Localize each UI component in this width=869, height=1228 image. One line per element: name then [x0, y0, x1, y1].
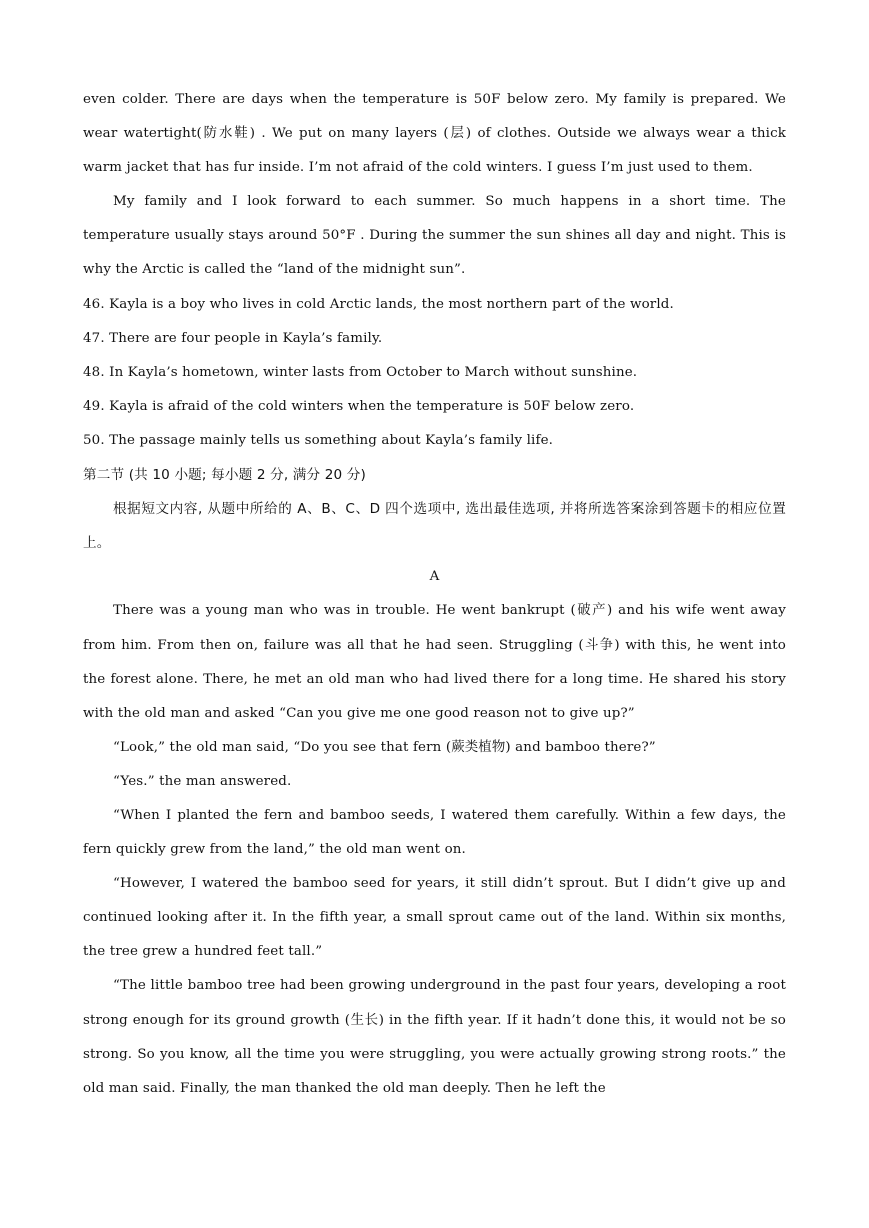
passage-a-paragraph-5: “However, I watered the bamboo seed for years, it still didn’t sprout. But I didn’t give up and continued looking after it. In the fifth year, a small sprout came out of the land. Within six months, the tree grew a hundred feet tall.”	[83, 876, 786, 960]
passage-a-paragraph-3: “Yes.” the man answered.	[113, 773, 292, 789]
statement-46: 46. Kayla is a boy who lives in cold Arctic lands, the most northern part of the world.	[83, 296, 674, 312]
passage-tail-paragraph-2: My family and I look forward to each summer. So much happens in a short time. The temperature usually stays around 50°F . During the summer the sun shines all day and night. This is why the Arctic is called the “land of the midnight sun”.	[83, 194, 786, 278]
statement-50: 50. The passage mainly tells us something about Kayla’s family life.	[83, 432, 554, 448]
section-heading: 第二节 (共 10 小题; 每小题 2 分, 满分 20 分)	[83, 467, 367, 484]
passage-a-paragraph-6: “The little bamboo tree had been growing underground in the past four years, developing a root strong enough for its ground growth (生长) in the fifth year. If it hadn’t done this, it would not be so strong. So you know, all the time you were struggling, you were actually growing strong roots.” the old man said. Finally, the man thanked the old man deeply. Then he left the	[83, 978, 786, 1096]
statement-48: 48. In Kayla’s hometown, winter lasts from October to March without sunshine.	[83, 364, 638, 380]
document-page	[83, 83, 786, 1106]
passage-a-paragraph-2: “Look,” the old man said, “Do you see that fern (蕨类植物) and bamboo there?”	[113, 739, 656, 755]
section-instruction: 根据短文内容, 从题中所给的 A、B、C、D 四个选项中, 选出最佳选项, 并将所选答案涂到答题卡的相应位置上。	[83, 501, 786, 552]
passage-tail-paragraph-1: even colder. There are days when the temperature is 50F below zero. My family is prepared. We wear watertight(防水鞋) . We put on many layers (层) of clothes. Outside we always wear a thick warm jacket that has fur inside. I’m not afraid of the cold winters. I guess I’m just used to them.	[83, 92, 786, 176]
statement-49: 49. Kayla is afraid of the cold winters when the temperature is 50F below zero.	[83, 398, 635, 414]
passage-label: A	[429, 569, 440, 585]
passage-a-paragraph-1: There was a young man who was in trouble. He went bankrupt (破产) and his wife went away from him. From then on, failure was all that he had seen. Struggling (斗争) with this, he went into the forest alone. There, he met an old man who had lived there for a long time. He shared his story with the old man and asked “Can you give me one good reason not to give up?”	[83, 603, 786, 721]
statement-47: 47. There are four people in Kayla’s family.	[83, 330, 383, 346]
passage-a-paragraph-4: “When I planted the fern and bamboo seeds, I watered them carefully. Within a few days, the fern quickly grew from the land,” the old man went on.	[83, 807, 786, 858]
